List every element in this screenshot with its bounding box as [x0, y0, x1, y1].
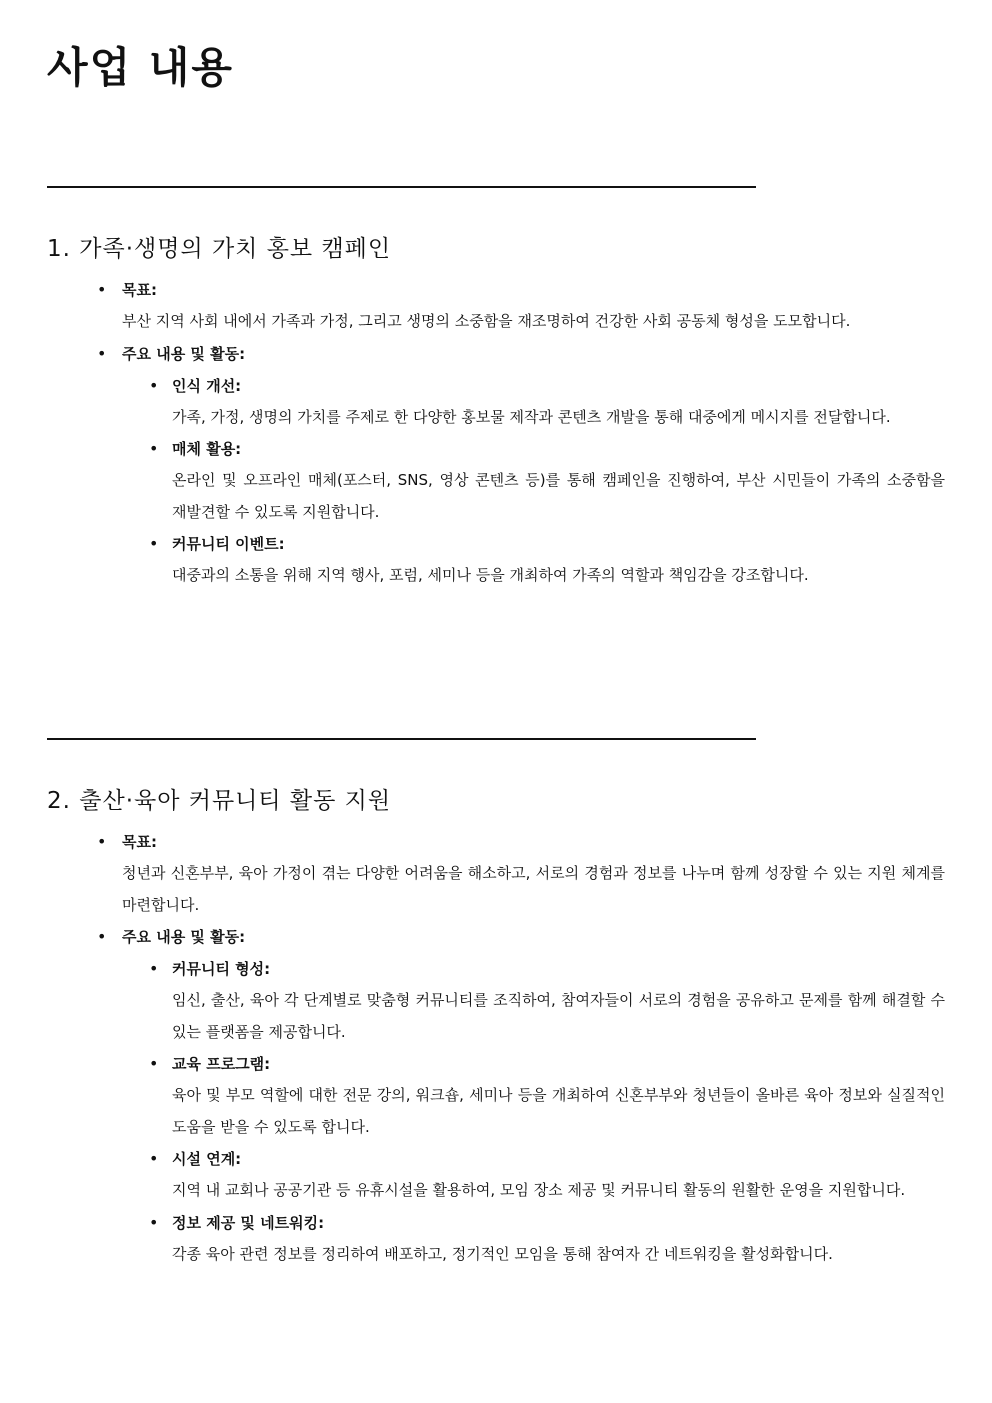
activity-item: [122, 528, 945, 592]
section-list: [47, 826, 945, 1270]
page-title: 사업 내용: [47, 43, 234, 92]
activities-label: • 주요 내용 및 활동:: [122, 344, 246, 363]
activity-label: • 인식 개선:: [172, 376, 242, 395]
activity-text: 온라인 및 오프라인 매체(포스터, SNS, 영상 콘텐츠 등)를 통해 캠페인을 진행하여, 부산 시민들이 가족의 소중함을 재발견할 수 있도록 지원합니다.: [172, 471, 945, 521]
section-divider: [47, 738, 756, 740]
activity-text: 임신, 출산, 육아 각 단계별로 맞춤형 커뮤니티를 조직하여, 참여자들이 서로의 경험을 공유하고 문제를 함께 해결할 수 있는 플랫폼을 제공합니다.: [172, 991, 945, 1041]
activity-item: [122, 1207, 945, 1271]
goal-text: 청년과 신혼부부, 육아 가정이 겪는 다양한 어려움을 해소하고, 서로의 경험과 정보를 나누며 함께 성장할 수 있는 지원 체계를 마련합니다.: [122, 864, 945, 914]
goal-text: 부산 지역 사회 내에서 가족과 가정, 그리고 생명의 소중함을 재조명하여 건강한 사회 공동체 형성을 도모합니다.: [122, 312, 851, 330]
activity-item: [122, 1048, 945, 1143]
activities-list: [122, 953, 945, 1270]
activities-item: [47, 338, 945, 592]
activity-label: • 커뮤니티 형성:: [172, 960, 271, 978]
activity-label: • 정보 제공 및 네트워킹:: [172, 1213, 325, 1232]
activity-label: • 시설 연계:: [172, 1150, 242, 1168]
section-campaign: [47, 234, 945, 592]
activity-text: 대중과의 소통을 위해 지역 행사, 포럼, 세미나 등을 개최하여 가족의 역할과 책임감을 강조합니다.: [172, 566, 809, 584]
goal-label: • 목표:: [122, 281, 157, 299]
section-list: [47, 274, 945, 592]
activity-label: • 교육 프로그램:: [172, 1055, 271, 1073]
goal-label: • 목표:: [122, 833, 157, 851]
activity-item: [122, 433, 945, 528]
goal-item: [47, 826, 945, 921]
section-divider: [47, 186, 756, 188]
activity-label: • 커뮤니티 이벤트:: [172, 535, 285, 553]
activity-text: 육아 및 부모 역할에 대한 전문 강의, 워크숍, 세미나 등을 개최하여 신혼부부와 청년들이 올바른 육아 정보와 실질적인 도움을 받을 수 있도록 합니다.: [172, 1086, 945, 1136]
section-heading: 2. 출산·육아 커뮤니티 활동 지원: [47, 788, 392, 814]
section-heading: 1. 가족·생명의 가치 홍보 캠페인: [47, 236, 392, 262]
activity-item: [122, 370, 945, 434]
activities-list: [122, 370, 945, 592]
activities-label: • 주요 내용 및 활동:: [122, 928, 246, 946]
goal-item: [47, 274, 945, 338]
activities-item: [47, 921, 945, 1270]
activity-item: [122, 953, 945, 1048]
activity-text: 지역 내 교회나 공공기관 등 유휴시설을 활용하여, 모임 장소 제공 및 커뮤니티 활동의 원활한 운영을 지원합니다.: [172, 1181, 906, 1199]
activity-item: [122, 1143, 945, 1207]
activity-label: • 매체 활용:: [172, 440, 242, 458]
activity-text: 가족, 가정, 생명의 가치를 주제로 한 다양한 홍보물 제작과 콘텐츠 개발을 통해 대중에게 메시지를 전달합니다.: [172, 407, 891, 426]
activity-text: 각종 육아 관련 정보를 정리하여 배포하고, 정기적인 모임을 통해 참여자 간 네트워킹을 활성화합니다.: [172, 1244, 833, 1263]
section-community: [47, 786, 945, 1270]
